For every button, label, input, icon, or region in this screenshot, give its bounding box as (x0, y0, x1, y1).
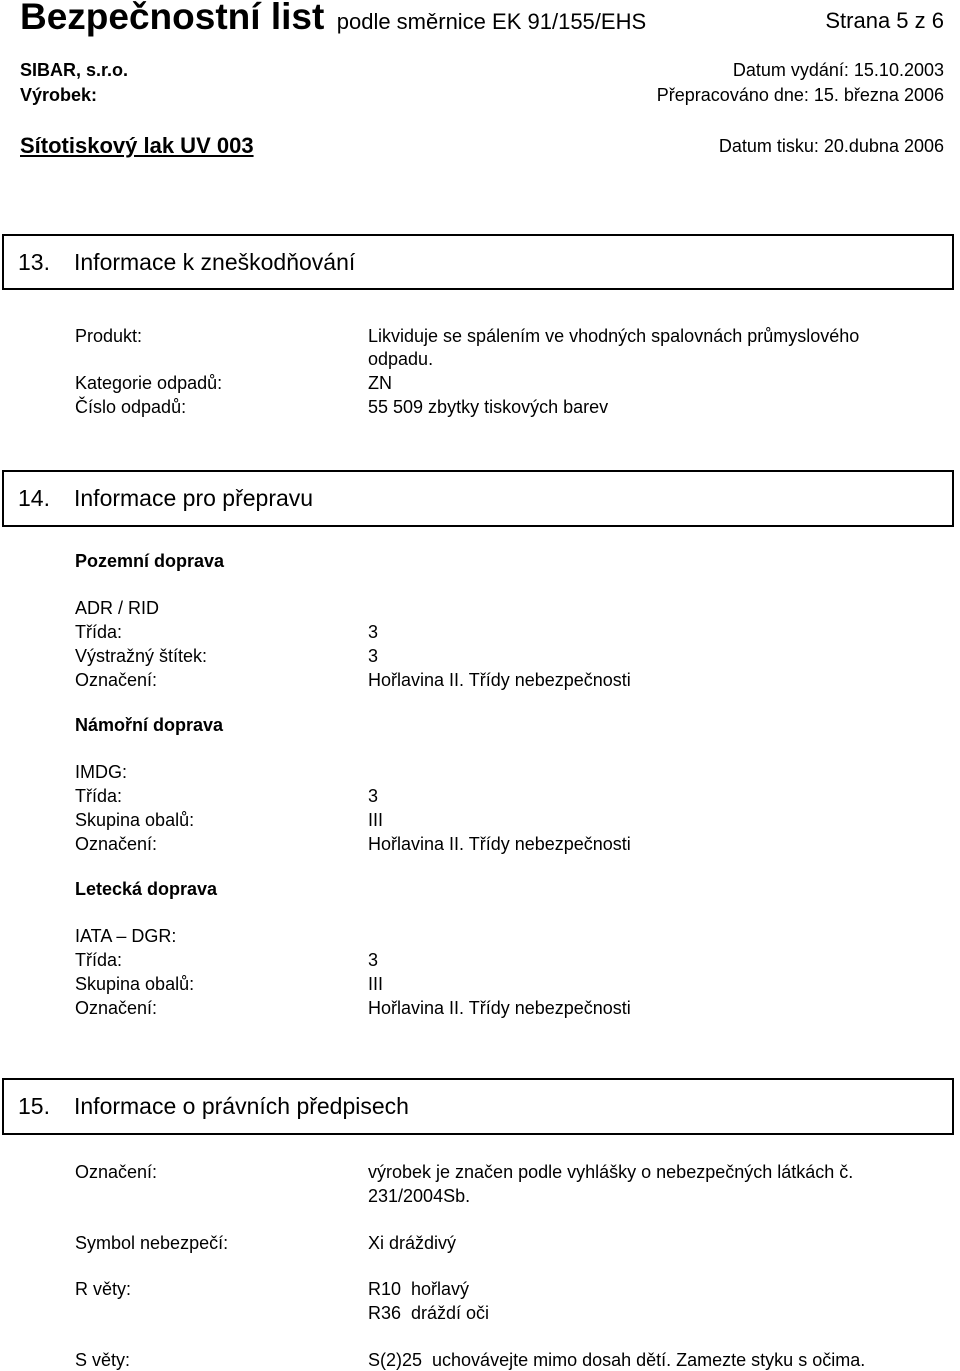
document-subtitle: podle směrnice EK 91/155/EHS (336, 9, 647, 34)
land-transport-heading: Pozemní doprava (75, 551, 225, 571)
legal-mark-value-line2: 231/2004Sb. (368, 1186, 471, 1206)
air-class-value: 3 (368, 950, 379, 970)
product-name: Sítotiskový lak UV 003 (20, 133, 254, 158)
document-title-line (20, 0, 646, 38)
land-warning-label: Výstražný štítek: (75, 646, 208, 666)
land-class-value: 3 (368, 622, 379, 642)
section-number: 13. (18, 249, 50, 275)
waste-category-label: Kategorie odpadů: (75, 373, 223, 393)
section-13-header (2, 234, 954, 290)
page-number: Strana 5 z 6 (825, 8, 944, 33)
sea-transport-heading: Námořní doprava (75, 715, 224, 735)
section-title: Informace k zneškodňování (74, 249, 356, 275)
section-title: Informace o právních předpisech (74, 1093, 409, 1119)
section-15-header (2, 1078, 954, 1135)
legal-mark-label: Označení: (75, 1162, 158, 1182)
s-phrase-1: S(2)25 uchovávejte mimo dosah dětí. Zamezte styku s očima. (368, 1350, 866, 1370)
hazard-symbol-value: Xi dráždivý (368, 1233, 457, 1253)
sea-class-value: 3 (368, 786, 379, 806)
document-title: Bezpečnostní list (20, 0, 325, 37)
land-mark-value: Hořlavina II. Třídy nebezpečnosti (368, 670, 631, 690)
r-phrase-1: R10 hořlavý (368, 1279, 470, 1299)
section-14-header (2, 470, 954, 527)
air-transport-heading: Letecká doprava (75, 879, 218, 899)
r-phrases-label: R věty: (75, 1279, 132, 1299)
land-class-label: Třída: (75, 622, 123, 642)
air-mark-label: Označení: (75, 998, 158, 1018)
hazard-symbol-label: Symbol nebezpečí: (75, 1233, 229, 1253)
product-label: Výrobek: (20, 85, 98, 105)
revision-date: Přepracováno dne: 15. března 2006 (656, 85, 944, 105)
land-code: ADR / RID (75, 598, 160, 618)
s-phrases-label: S věty: (75, 1350, 131, 1370)
section-title: Informace pro přepravu (74, 485, 314, 511)
product-field-value-line1: Likviduje se spálením ve vhodných spalovnách průmyslového (368, 326, 860, 346)
print-date: Datum tisku: 20.dubna 2006 (718, 136, 944, 156)
land-mark-label: Označení: (75, 670, 158, 690)
sea-mark-label: Označení: (75, 834, 158, 854)
company-name: SIBAR, s.r.o. (20, 60, 129, 80)
air-pack-value: III (368, 974, 384, 994)
sea-mark-value: Hořlavina II. Třídy nebezpečnosti (368, 834, 631, 854)
issue-date: Datum vydání: 15.10.2003 (732, 60, 944, 80)
waste-number-label: Číslo odpadů: (75, 397, 187, 417)
section-number: 14. (18, 485, 50, 511)
r-phrase-2: R36 dráždí oči (368, 1303, 490, 1323)
air-code: IATA – DGR: (75, 926, 177, 946)
waste-category-value: ZN (368, 373, 392, 393)
section-number: 15. (18, 1093, 50, 1119)
waste-number-value: 55 509 zbytky tiskových barev (368, 397, 609, 417)
land-warning-value: 3 (368, 646, 379, 666)
sea-code: IMDG: (75, 762, 127, 782)
air-mark-value: Hořlavina II. Třídy nebezpečnosti (368, 998, 631, 1018)
legal-mark-value-line1: výrobek je značen podle vyhlášky o nebezpečných látkách č. (368, 1162, 854, 1182)
sea-class-label: Třída: (75, 786, 123, 806)
product-field-label: Produkt: (75, 326, 143, 346)
air-class-label: Třída: (75, 950, 123, 970)
sea-pack-label: Skupina obalů: (75, 810, 195, 830)
sea-pack-value: III (368, 810, 384, 830)
product-field-value-line2: odpadu. (368, 349, 434, 369)
air-pack-label: Skupina obalů: (75, 974, 195, 994)
